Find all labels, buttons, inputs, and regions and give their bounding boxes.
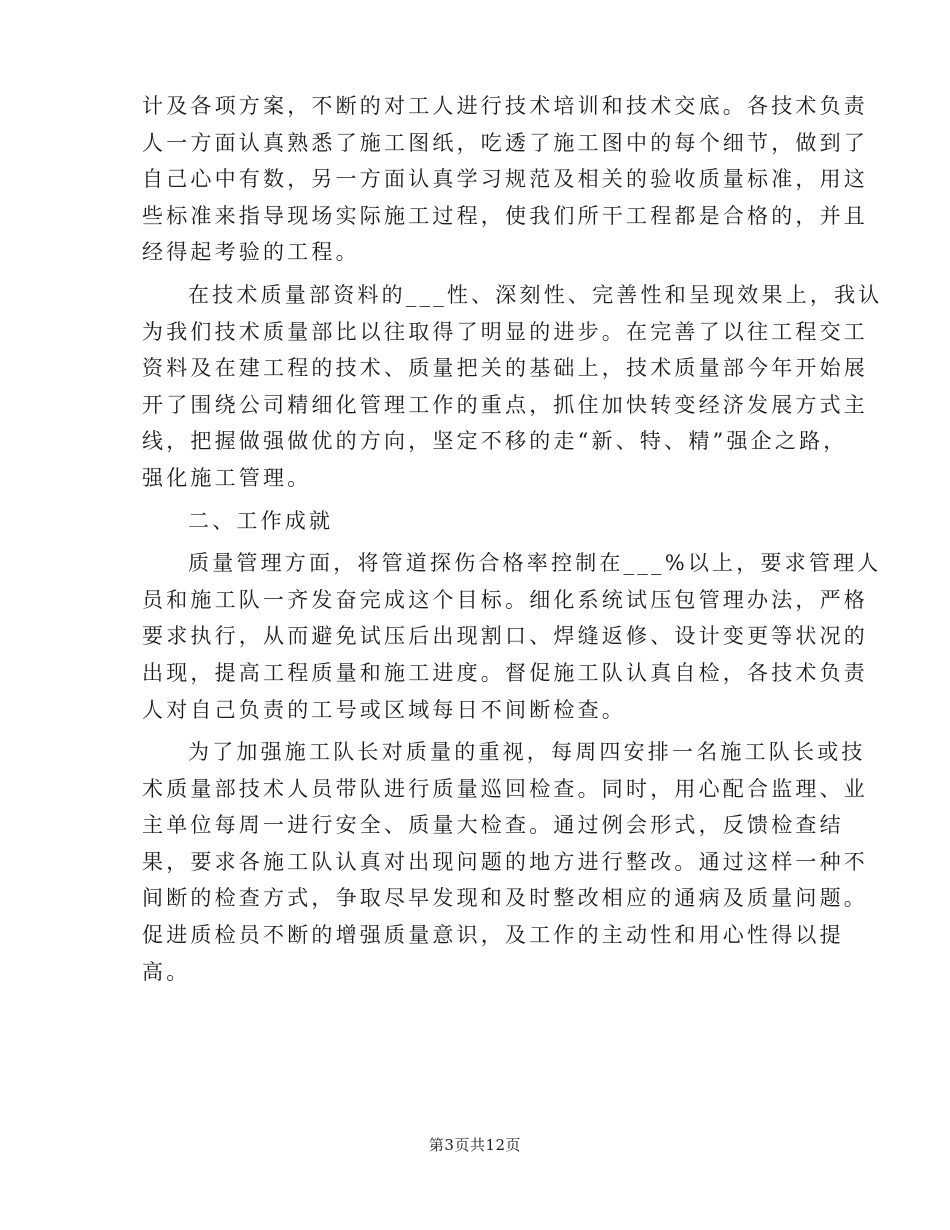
paragraph-4-line-4: 果，要求各施工队认真对出现问题的地方进行整改。通过这样一种不 bbox=[142, 849, 868, 874]
paragraph-2-line-6: 强化施工管理。 bbox=[142, 465, 312, 490]
paragraph-3-line-5: 人对自己负责的工号或区域每日不间断检查。 bbox=[142, 697, 626, 722]
paragraph-1-line-1: 计及各项方案，不断的对工人进行技术培训和技术交底。各技术负责 bbox=[142, 94, 868, 118]
paragraph-4-line-2: 术质量部技术人员带队进行质量巡回检查。同时，用心配合监理、业 bbox=[142, 776, 868, 801]
paragraph-2-line-2: 为我们技术质量部比以往取得了明显的进步。在完善了以往工程交工 bbox=[142, 319, 868, 344]
document-body bbox=[142, 88, 883, 990]
paragraph-3-line-3: 要求执行，从而避免试压后出现割口、焊缝返修、设计变更等状况的 bbox=[142, 624, 868, 649]
paragraph-4-line-5: 间断的检查方式，争取尽早发现和及时整改相应的通病及质量问题。 bbox=[142, 886, 868, 911]
paragraph-1-line-4: 些标准来指导现场实际施工过程，使我们所干工程都是合格的，并且 bbox=[142, 203, 868, 228]
paragraph-1-line-5: 经得起考验的工程。 bbox=[142, 240, 360, 265]
paragraph-4-line-6: 促进质检员不断的增强质量意识，及工作的主动性和用心性得以提 bbox=[142, 923, 844, 948]
paragraph-2-line-3: 资料及在建工程的技术、质量把关的基础上，技术质量部今年开始展 bbox=[142, 356, 868, 381]
paragraph-1-line-3: 自己心中有数，另一方面认真学习规范及相关的验收质量标准，用这 bbox=[142, 167, 868, 192]
paragraph-2-line-5: 线，把握做强做优的方向，坚定不移的走“新、特、精”强企之路， bbox=[142, 429, 848, 454]
paragraph-1-line-2: 人一方面认真熟悉了施工图纸，吃透了施工图中的每个细节，做到了 bbox=[142, 130, 868, 155]
paragraph-2-line-1: 在技术质量部资料的___性、深刻性、完善性和呈现效果上，我认 bbox=[188, 282, 883, 307]
paragraph-4-line-1: 为了加强施工队长对质量的重视，每周四安排一名施工队长或技 bbox=[188, 740, 866, 765]
paragraph-2-line-4: 开了围绕公司精细化管理工作的重点，抓住加快转变经济发展方式主 bbox=[142, 392, 868, 417]
paragraph-3-line-4: 出现，提高工程质量和施工进度。督促施工队认真自检，各技术负责 bbox=[142, 660, 868, 685]
paragraph-4-line-7: 高。 bbox=[142, 959, 191, 984]
paragraph-3-line-1: 质量管理方面，将管道探伤合格率控制在___%以上，要求管理人 bbox=[188, 551, 882, 576]
paragraph-3-line-2: 员和施工队一齐发奋完成这个目标。细化系统试压包管理办法，严格 bbox=[142, 587, 868, 612]
paragraph-4-line-3: 主单位每周一进行安全、质量大检查。通过例会形式，反馈检查结 bbox=[142, 813, 844, 838]
page-number-footer: 第3页共12页 bbox=[428, 1136, 522, 1154]
section-heading: 二、工作成就 bbox=[188, 508, 334, 533]
